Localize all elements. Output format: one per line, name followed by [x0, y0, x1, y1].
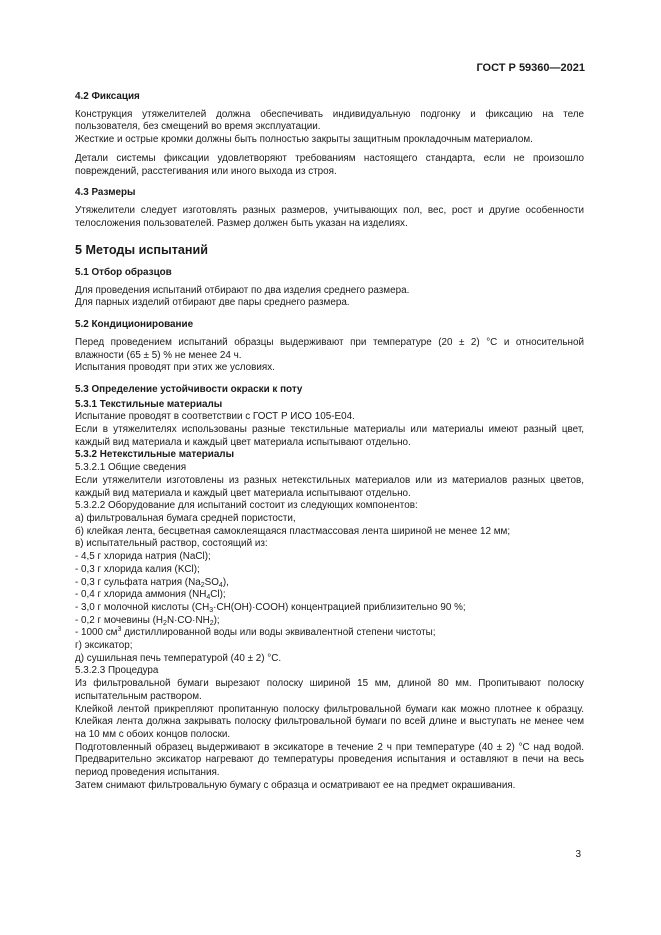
section-5-1-paragraph: Для проведения испытаний отбирают по два изделия среднего размера.	[75, 284, 410, 296]
section-5-2-paragraph: Испытания проводят при этих же условиях.	[75, 362, 275, 374]
document-code-header: ГОСТ Р 59360—2021	[476, 62, 585, 74]
section-4-2-title: 4.2 Фиксация	[75, 91, 140, 102]
section-5-3-1-paragraph: Испытание проводят в соответствии с ГОСТ Р ИСО 105-Е04.	[75, 411, 355, 423]
section-4-3-title: 4.3 Размеры	[75, 187, 136, 199]
section-4-2-paragraph: Детали системы фиксации удовлетворяют требованиям настоящего стандарта, если не произошло повреждений, расстегивания или иного выхода из строя.	[75, 152, 584, 177]
solution-component: - 4,5 г хлорида натрия (NaCl);	[75, 551, 211, 563]
procedure-paragraph: Затем снимают фильтровальную бумагу с образца и осматривают ее на предмет окрашивания.	[75, 779, 516, 791]
equipment-item: г) эксикатор;	[75, 640, 133, 652]
section-5-1-title: 5.1 Отбор образцов	[75, 267, 172, 279]
solution-component: - 0,4 г хлорида аммония $(NH_4Cl)$;	[75, 589, 226, 602]
section-5-2-title: 5.2 Кондиционирование	[75, 319, 194, 331]
solution-component: - 0,3 г сульфата натрия $(Na_2SO_4)$,	[75, 576, 229, 589]
section-5-3-1-title: 5.3.1 Текстильные материалы	[75, 398, 223, 410]
solution-component: - 1000 $см^3$ дистиллированной воды или воды эквивалентной степени чистоты;	[75, 626, 436, 639]
section-4-2-paragraph: Конструкция утяжелителей должна обеспечивать индивидуальную подгонку и фиксацию на теле пользователя, без смещений во время эксплуатации.	[75, 108, 584, 133]
equipment-item: б) клейкая лента, бесцветная самоклеящаяся пластмассовая лента шириной не менее 12 мм;	[75, 525, 511, 537]
solution-component: - 0,3 г хлорида калия (KCl);	[75, 563, 200, 575]
document-body	[75, 91, 584, 792]
solution-component: - 3,0 г молочной кислоты $(CH_3\cdot CH(OH)\cdot COOH)$ концентрацией приблизительно 90 %;	[75, 601, 466, 614]
equipment-item: д) сушильная печь температурой (40 ± 2) °С.	[75, 652, 282, 664]
section-5-2-paragraph: Перед проведением испытаний образцы выдерживают при температуре (20 ± 2) °С и относительной влажности (65 ± 5) % не менее 24 ч.	[75, 336, 584, 361]
section-4-2-paragraph: Жесткие и острые кромки должны быть полностью закрыты защитным прокладочным материалом.	[75, 134, 533, 146]
procedure-paragraph: Из фильтровальной бумаги вырезают полоску шириной 15 мм, длиной 80 мм. Пропитывают полоску испытательным раствором.	[75, 678, 584, 702]
section-5-3-2-3-title: 5.3.2.3 Процедура	[75, 665, 159, 677]
equipment-item: а) фильтровальная бумага средней пористости,	[75, 512, 296, 524]
equipment-item: в) испытательный раствор, состоящий из:	[75, 538, 268, 550]
section-5-3-2-2-title: 5.3.2.2 Оборудование для испытаний состоит из следующих компонентов:	[75, 500, 418, 512]
section-4-3-paragraph: Утяжелители следует изготовлять разных размеров, учитывающих пол, вес, рост и другие особенности телосложения пользователей. Размер должен быть указан на изделиях.	[75, 204, 584, 229]
section-5-3-2-1-paragraph: Если утяжелители изготовлены из разных нетекстильных материалов или из материалов разных цветов, каждый вид материала и каждый цвет материала испытывают отдельно.	[75, 474, 584, 499]
solution-component: - 0,2 г мочевины $(H_2N\cdot CO\cdot NH_2)$;	[75, 614, 220, 627]
procedure-paragraph: Подготовленный образец выдерживают в эксикаторе в течение 2 ч при температуре (40 ± 2) °С над водой. Предварительно эксикатор нагревают до температуры проведения испытания и оставляют в печи на весь период проведения испытания.	[75, 741, 584, 779]
procedure-paragraph: Клейкой лентой прикрепляют пропитанную полоску фильтровальной бумаги как можно плотнее к образцу. Клейкая лента должна закрывать полоску фильтровальной бумаги по всей длине и выступать не менее чем на 10 мм с обоих концов полоски.	[75, 703, 584, 740]
section-5-3-2-title: 5.3.2 Нетекстильные материалы	[75, 449, 235, 461]
section-5-3-title: 5.3 Определение устойчивости окраски к поту	[75, 383, 303, 395]
section-5-title: 5 Методы испытаний	[75, 243, 208, 258]
section-5-3-2-1-title: 5.3.2.1 Общие сведения	[75, 462, 187, 474]
section-5-3-1-paragraph: Если в утяжелителях использованы разные текстильные материалы или материалы имеют разный цвет, каждый вид материала и каждый цвет материала испытывают отдельно.	[75, 424, 584, 448]
section-5-1-paragraph: Для парных изделий отбирают две пары среднего размера.	[75, 297, 350, 309]
page-number: 3	[575, 849, 581, 860]
